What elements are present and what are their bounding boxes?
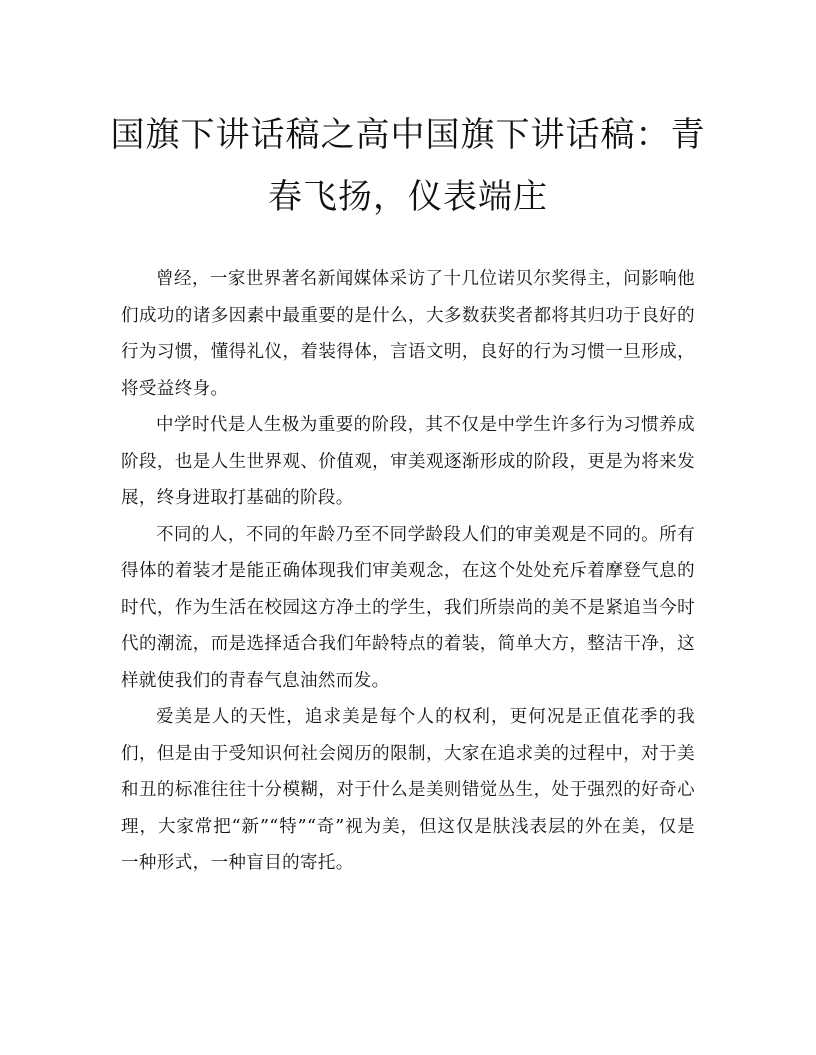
document-body: [121, 261, 695, 882]
paragraph: 不同的人，不同的年龄乃至不同学龄段人们的审美观是不同的。所有得体的着装才是能正确体现我们审美观念，在这个处处充斥着摩登气息的时代，作为生活在校园这方净土的学生，我们所崇尚的美不是紧追当今时代的潮流，而是选择适合我们年龄特点的着装，简单大方，整洁干净，这样就使我们的青春气息油然而发。: [121, 524, 695, 691]
document-title: 国旗下讲话稿之高中国旗下讲话稿：青春飞扬，仪表端庄: [110, 115, 706, 217]
paragraph: 中学时代是人生极为重要的阶段，其不仅是中学生许多行为习惯养成阶段，也是人生世界观、价值观，审美观逐渐形成的阶段，更是为将来发展，终身进取打基础的阶段。: [121, 415, 695, 508]
paragraph: 爱美是人的天性，追求美是每个人的权利，更何况是正值花季的我们，但是由于受知识何社会阅历的限制，大家在追求美的过程中，对于美和丑的标准往往十分模糊，对于什么是美则错觉丛生，处于强烈的好奇心理，大家常把“新”“特”“奇”视为美，但这仅是肤浅表层的外在美，仅是一种形式，一种盲目的寄托。: [121, 707, 695, 873]
paragraph: 曾经，一家世界著名新闻媒体采访了十几位诺贝尔奖得主，问影响他们成功的诸多因素中最重要的是什么，大多数获奖者都将其归功于良好的行为习惯，懂得礼仪，着装得体，言语文明，良好的行为习惯一旦形成，将受益终身。: [121, 269, 695, 399]
